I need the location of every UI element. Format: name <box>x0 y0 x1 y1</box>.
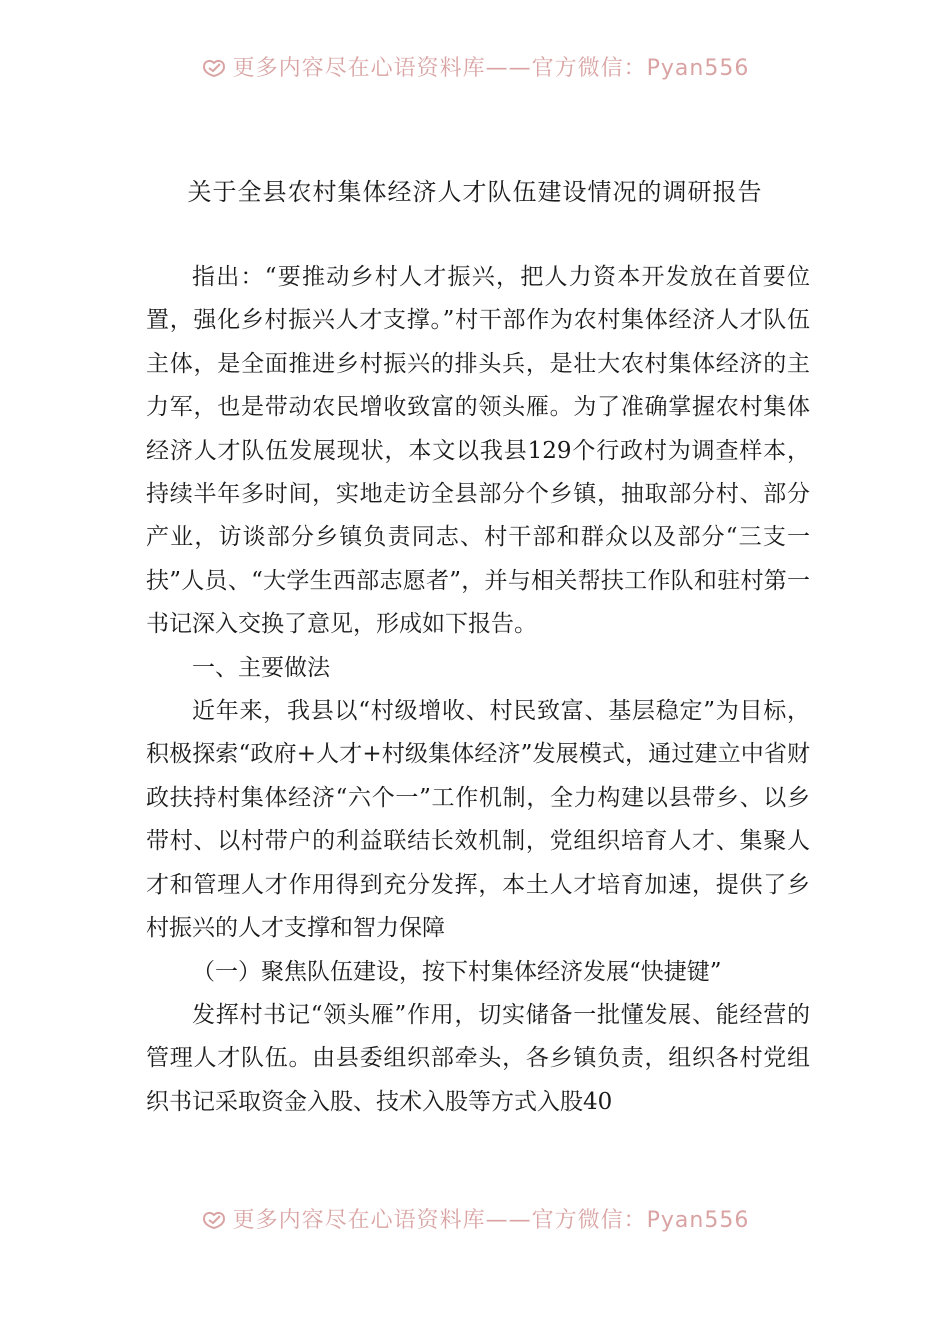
watermark-text: 更多内容尽在心语资料库——官方微信：Pyan556 <box>232 56 750 81</box>
paragraph-overview: 近年来，我县以“村级增收、村民致富、基层稳定”为目标，积极探索“政府+人才+村级集体经济”发展模式，通过建立中省财政扶持村集体经济“六个一”工作机制，全力构建以县带乡、以乡带村、以村带户的利益联结长效机制，党组织培育人才、集聚人才和管理人才作用得到充分发挥，本土人才培育加速，提供了乡村振兴的人才支撑和智力保障 <box>146 698 810 942</box>
brand-logo-icon <box>201 56 227 78</box>
watermark-header <box>0 54 950 84</box>
brand-logo-icon <box>201 1208 227 1230</box>
subsection-heading-team-building: （一）聚焦队伍建设，按下村集体经济发展“快捷键” <box>192 958 722 985</box>
section-heading-main-practices: 一、主要做法 <box>192 654 330 681</box>
paragraph-village-secretary: 发挥村书记“领头雁”作用，切实储备一批懂发展、能经营的管理人才队伍。由县委组织部牵头，各乡镇负责，组织各村党组织书记采取资金入股、技术入股等方式入股40 <box>146 1001 810 1115</box>
paragraph-intro: 指出：“要推动乡村人才振兴，把人力资本开发放在首要位置，强化乡村振兴人才支撑。”村干部作为农村集体经济人才队伍主体，是全面推进乡村振兴的排头兵，是壮大农村集体经济的主力军，也是带动农民增收致富的领头雁。为了准确掌握农村集体经济人才队伍发展现状，本文以我县129个行政村为调查样本，持续半年多时间，实地走访全县部分个乡镇，抽取部分村、部分产业，访谈部分乡镇负责同志、村干部和群众以及部分“三支一扶”人员、“大学生西部志愿者”，并与相关帮扶工作队和驻村第一书记深入交换了意见，形成如下报告。 <box>146 264 810 638</box>
watermark-text: 更多内容尽在心语资料库——官方微信：Pyan556 <box>232 1208 750 1233</box>
document-title: 关于全县农村集体经济人才队伍建设情况的调研报告 <box>187 178 763 206</box>
document-body <box>146 256 810 1124</box>
watermark-footer <box>0 1206 950 1236</box>
